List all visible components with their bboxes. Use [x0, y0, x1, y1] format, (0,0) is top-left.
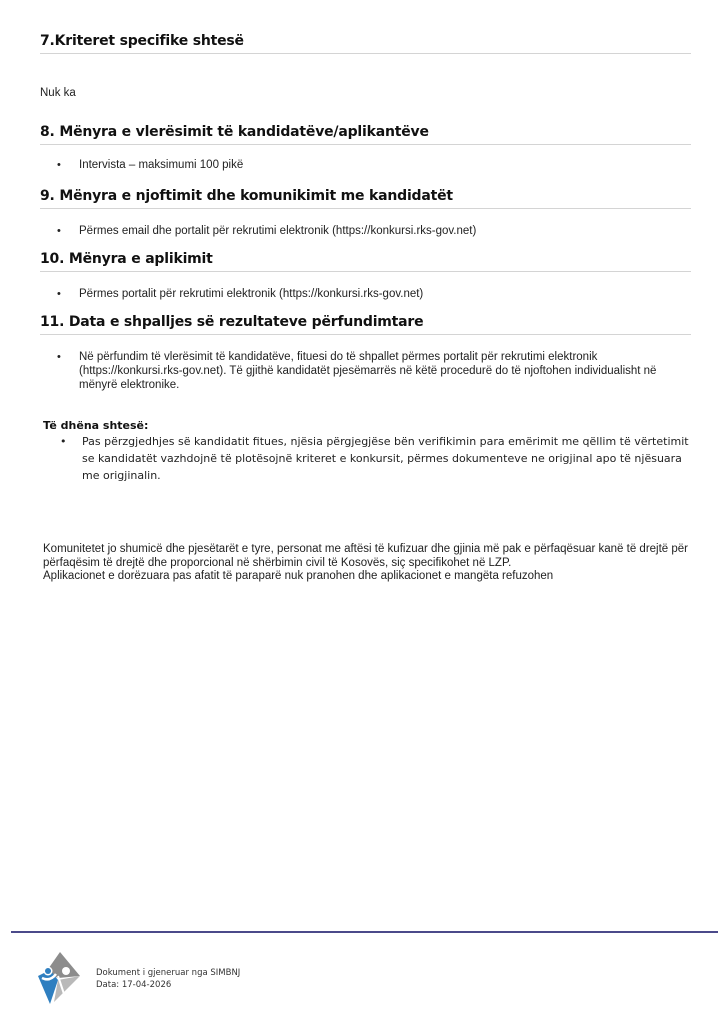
list-item: • Pas përzgjedhjes së kandidatit fitues, njësia përgjegjëse bën verifikimin para emërimit me qëllim të vërtetimit se kandidatët vazhdojnë të plotësojnë kriteret e konkursit, përmes dokumenteve ne origjinal apo të njësuara me origjinalin. — [60, 433, 700, 484]
generated-date: Data: 17-04-2026 — [96, 980, 172, 990]
footer-info — [96, 967, 240, 991]
section-8-list — [57, 158, 243, 172]
section-10-list — [57, 287, 423, 301]
section-11-list — [57, 350, 697, 392]
section-8-heading: 8. Mënyra e vlerësimit të kandidatëve/aplikantëve — [40, 124, 691, 145]
list-item: • Përmes portalit për rekrutimi elektronik (https://konkursi.rks-gov.net) — [57, 287, 423, 301]
generated-by-text: Dokument i gjeneruar nga SIMBNJ — [96, 968, 241, 978]
section-9-list — [57, 224, 476, 238]
note-representation: Komunitetet jo shumicë dhe pjesëtarët e tyre, personat me aftësi të kufizuar dhe gjinia më pak e përfaqësuar kanë të drejtë për përfaqësim të drejtë dhe proporcional në shërbimin civil të Kosovës, siç specifikohet në LZP. — [43, 543, 689, 569]
list-item: • Në përfundim të vlerësimit të kandidatëve, fituesi do të shpallet përmes portalit për rekrutimi elektronik (https://konkursi.rks-gov.net). Të gjithë kandidatët pjesëmarrës në këtë procedurë do të njoftohen individualisht në mënyrë elektronike. — [57, 350, 697, 392]
section-7-text: Nuk ka — [40, 87, 76, 99]
additional-info-title: Të dhëna shtesë: — [43, 419, 149, 432]
simbnj-logo-icon — [36, 952, 80, 1004]
additional-info-list — [60, 433, 700, 484]
section-9-heading: 9. Mënyra e njoftimit dhe komunikimit me kandidatët — [40, 188, 691, 209]
section-11-heading: 11. Data e shpalljes së rezultateve përfundimtare — [40, 314, 691, 335]
note-applications: Aplikacionet e dorëzuara pas afatit të paraparë nuk pranohen dhe aplikacionet e mangëta refuzohen — [43, 570, 554, 582]
notes-block — [43, 543, 703, 584]
list-item: • Intervista – maksimumi 100 pikë — [57, 158, 243, 172]
footer-divider — [11, 931, 718, 933]
section-7-heading: 7.Kriteret specifike shtesë — [40, 33, 691, 54]
list-item: • Përmes email dhe portalit për rekrutimi elektronik (https://konkursi.rks-gov.net) — [57, 224, 476, 238]
section-10-heading: 10. Mënyra e aplikimit — [40, 251, 691, 272]
